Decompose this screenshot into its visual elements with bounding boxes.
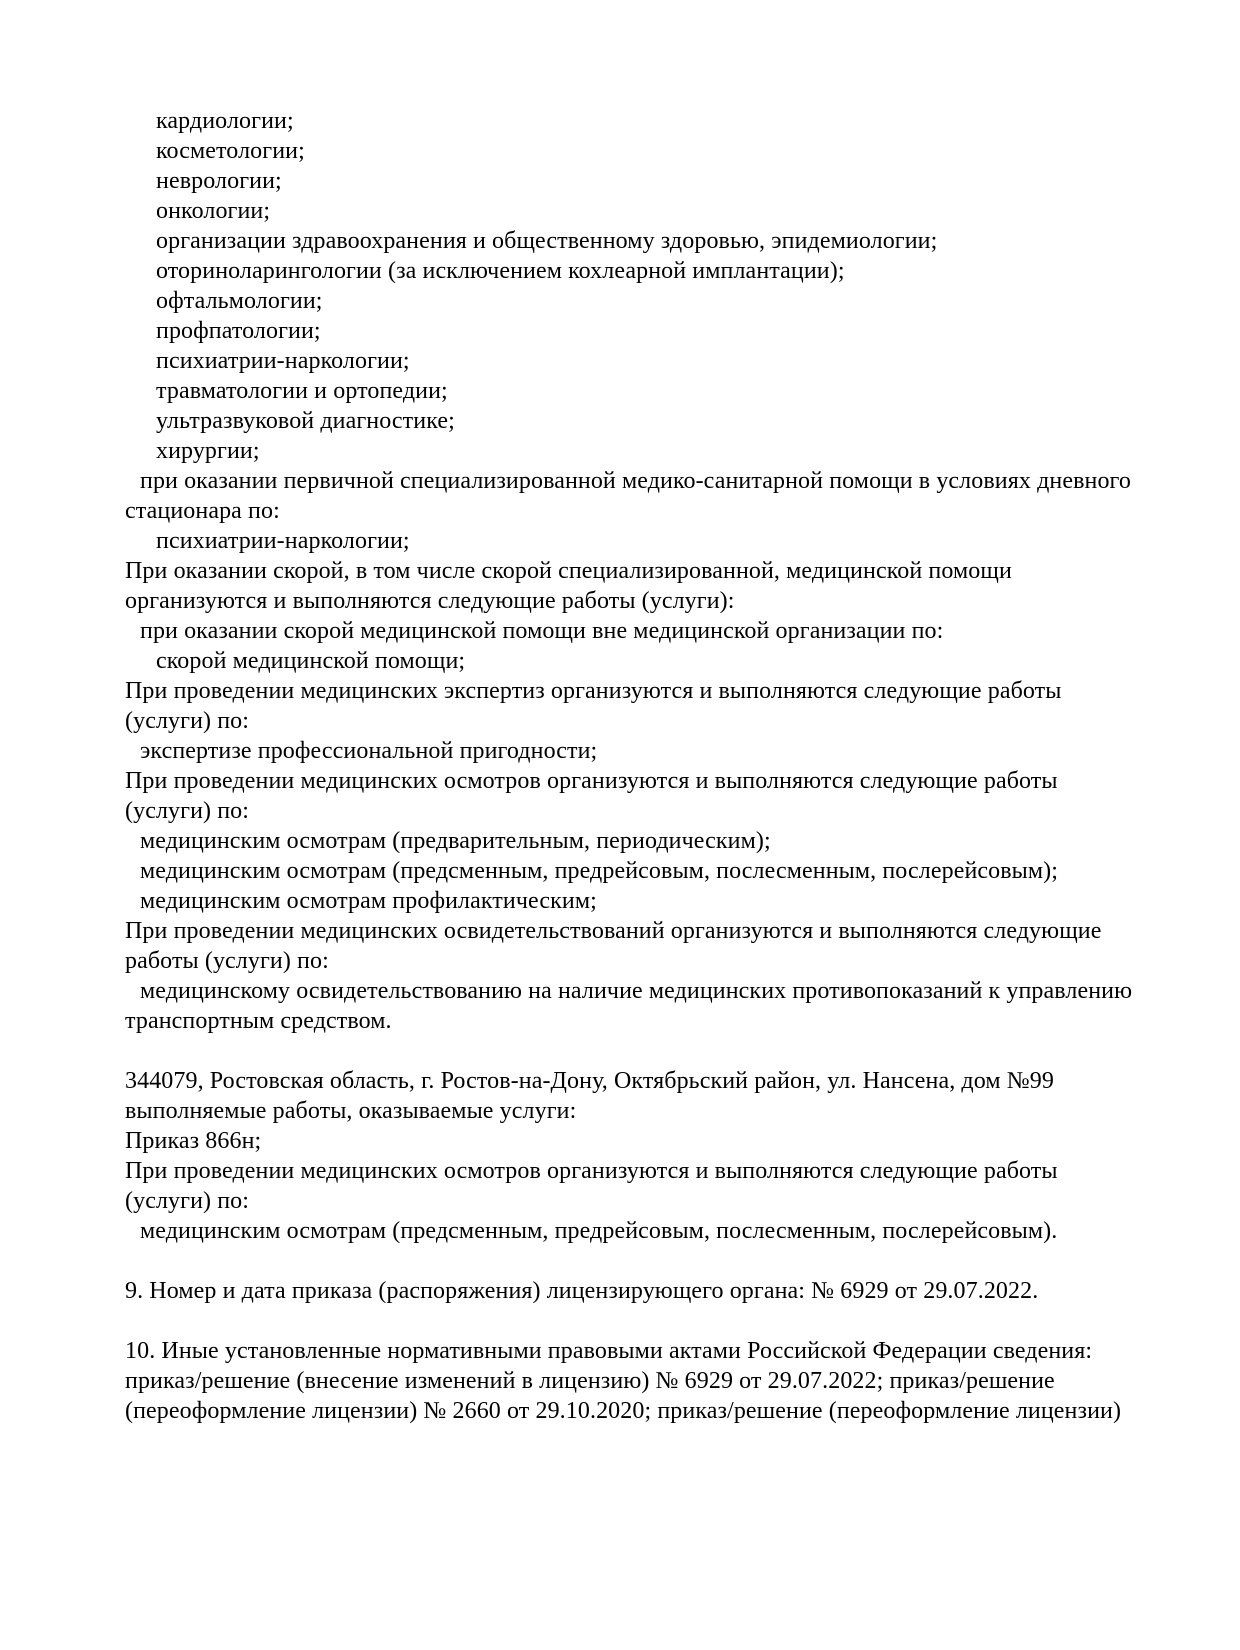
text-line: организации здравоохранения и общественному здоровью, эпидемиологии; [156, 228, 938, 254]
text-line: организуются и выполняются следующие работы (услуги): [125, 588, 735, 614]
text-line: медицинским осмотрам профилактическим; [140, 888, 597, 914]
text-line: при оказании первичной специализированной медико-санитарной помощи в условиях дневного [140, 468, 1131, 494]
text-line: медицинским осмотрам (предсменным, предрейсовым, послесменным, послерейсовым). [140, 1218, 1058, 1244]
text-line: психиатрии-наркологии; [156, 348, 410, 374]
text-line: при оказании скорой медицинской помощи вне медицинской организации по: [140, 618, 944, 644]
text-line: травматологии и ортопедии; [156, 378, 448, 404]
text-line: профпатологии; [156, 318, 321, 344]
text-line: (услуги) по: [125, 1188, 250, 1214]
text-line: стационара по: [125, 498, 280, 524]
text-block [125, 106, 1220, 1426]
text-line [125, 1246, 1220, 1276]
text-line: работы (услуги) по: [125, 948, 329, 974]
text-line: 10. Иные установленные нормативными правовыми актами Российской Федерации сведения: [125, 1338, 1093, 1364]
text-line: При проведении медицинских освидетельствований организуются и выполняются следующие [125, 918, 1102, 944]
text-line: онкологии; [156, 198, 271, 224]
text-line: Приказ 866н; [125, 1128, 262, 1154]
text-line: 344079, Ростовская область, г. Ростов-на-Дону, Октябрьский район, ул. Нансена, дом №99 [125, 1068, 1054, 1094]
text-line: ультразвуковой диагностике; [156, 408, 455, 434]
text-line: При проведении медицинских осмотров организуются и выполняются следующие работы [125, 768, 1058, 794]
text-line: выполняемые работы, оказываемые услуги: [125, 1098, 577, 1124]
text-line: (переоформление лицензии) № 2660 от 29.10.2020; приказ/решение (переоформление лицензии) [125, 1398, 1122, 1424]
text-line: оториноларингологии (за исключением кохлеарной имплантации); [156, 258, 845, 284]
text-line: 9. Номер и дата приказа (распоряжения) лицензирующего органа: № 6929 от 29.07.2022. [125, 1278, 1039, 1304]
text-line: экспертизе профессиональной пригодности; [140, 738, 598, 764]
text-line: При проведении медицинских осмотров организуются и выполняются следующие работы [125, 1158, 1058, 1184]
text-line: психиатрии-наркологии; [156, 528, 410, 554]
text-line [125, 1036, 1220, 1066]
text-line: При проведении медицинских экспертиз организуются и выполняются следующие работы [125, 678, 1062, 704]
text-line: (услуги) по: [125, 708, 250, 734]
text-line: хирургии; [156, 438, 260, 464]
text-line: медицинским осмотрам (предсменным, предрейсовым, послесменным, послерейсовым); [140, 858, 1059, 884]
text-line: медицинскому освидетельствованию на наличие медицинских противопоказаний к управлению [140, 978, 1133, 1004]
text-line [125, 1306, 1220, 1336]
text-line: приказ/решение (внесение изменений в лицензию) № 6929 от 29.07.2022; приказ/решение [125, 1368, 1055, 1394]
text-line: При оказании скорой, в том числе скорой специализированной, медицинской помощи [125, 558, 1012, 584]
text-line: скорой медицинской помощи; [156, 648, 466, 674]
text-line: транспортным средством. [125, 1008, 392, 1034]
text-line: офтальмологии; [156, 288, 323, 314]
text-line: медицинским осмотрам (предварительным, периодическим); [140, 828, 771, 854]
text-line: (услуги) по: [125, 798, 250, 824]
text-line: кардиологии; [156, 108, 294, 134]
text-line: косметологии; [156, 138, 305, 164]
text-line: неврологии; [156, 168, 282, 194]
